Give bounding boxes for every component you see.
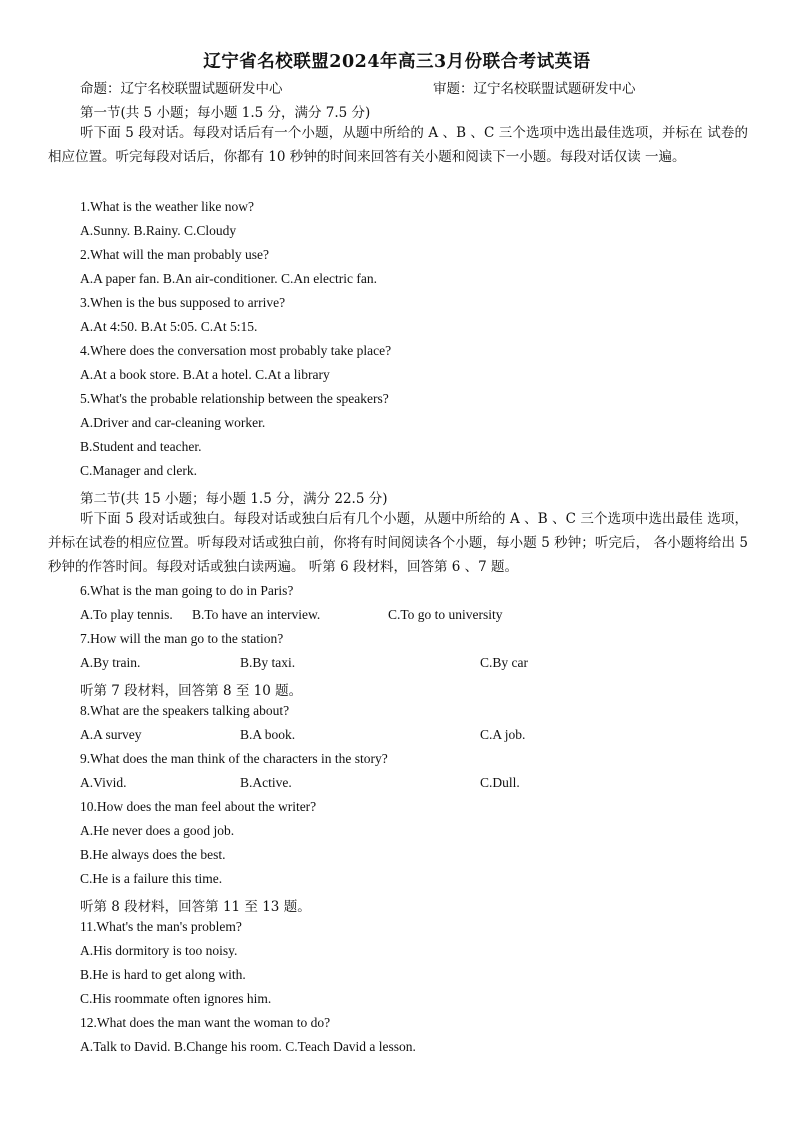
question-11-option-a: A.His dormitory is too noisy. xyxy=(80,943,238,958)
question-10-option-a: A.He never does a good job. xyxy=(80,823,235,838)
question-4: 4.Where does the conversation most probably take place? xyxy=(80,343,392,358)
question-5-option-b: B.Student and teacher. xyxy=(80,439,202,454)
question-11-option-c: C.His roommate often ignores him. xyxy=(80,991,272,1006)
question-5-option-a: A.Driver and car-cleaning worker. xyxy=(80,415,266,430)
question-2-options: A.A paper fan. B.An air-conditioner. C.An electric fan. xyxy=(80,271,378,286)
question-2: 2.What will the man probably use? xyxy=(80,247,269,262)
question-5: 5.What's the probable relationship between the speakers? xyxy=(80,391,389,406)
question-11: 11.What's the man's problem? xyxy=(80,919,242,934)
question-8: 8.What are the speakers talking about? xyxy=(80,703,290,718)
part7-heading: 听第 7 段材料，回答第 8 至 10 题。 xyxy=(80,683,303,699)
question-9-option-b: B.Active. xyxy=(240,775,292,790)
section2-instructions: 听下面 5 段对话或独白。每段对话或独白后有几个小题，从题中所给的 A 、B 、C 三个选项中选出最佳 选项，并标在试卷的相应位置。听每段对话或独白前，你将有时间阅读各个小题，每小题 5 秒钟；听完后， 各小题将给出 5 秒钟的作答时间。每段对话或独白读两遍。 听第 6 段材料，回答第 6 、7 题。 xyxy=(48,511,748,575)
question-6-option-c: C.To go to university xyxy=(388,607,503,622)
question-7: 7.How will the man go to the station? xyxy=(80,631,284,646)
question-9: 9.What does the man think of the characters in the story? xyxy=(80,751,388,766)
question-8-option-a: A.A survey xyxy=(80,727,142,742)
reviewer-line: 审题：辽宁名校联盟试题研发中心 xyxy=(433,81,636,97)
question-6-option-a: A.To play tennis. xyxy=(80,607,173,622)
question-10: 10.How does the man feel about the writer? xyxy=(80,799,317,814)
question-7-option-b: B.By taxi. xyxy=(240,655,296,670)
question-10-option-c: C.He is a failure this time. xyxy=(80,871,223,886)
section1-heading: 第一节(共 5 小题；每小题 1.5 分，满分 7.5 分) xyxy=(80,105,371,121)
question-9-option-c: C.Dull. xyxy=(480,775,520,790)
question-11-option-b: B.He is hard to get along with. xyxy=(80,967,246,982)
question-9-option-a: A.Vivid. xyxy=(80,775,127,790)
question-6-option-b: B.To have an interview. xyxy=(192,607,321,622)
question-8-option-b: B.A book. xyxy=(240,727,296,742)
question-12: 12.What does the man want the woman to do? xyxy=(80,1015,331,1030)
question-3: 3.When is the bus supposed to arrive? xyxy=(80,295,286,310)
author-line: 命题：辽宁名校联盟试题研发中心 xyxy=(80,81,283,97)
question-7-option-c: C.By car xyxy=(480,655,528,670)
question-6: 6.What is the man going to do in Paris? xyxy=(80,583,294,598)
question-4-options: A.At a book store. B.At a hotel. C.At a library xyxy=(80,367,330,382)
question-7-option-a: A.By train. xyxy=(80,655,141,670)
question-12-options: A.Talk to David. B.Change his room. C.Teach David a lesson. xyxy=(80,1039,416,1054)
page-title: 辽宁省名校联盟2024年高三3月份联合考试英语 xyxy=(203,52,591,72)
section1-instructions: 听下面 5 段对话。每段对话后有一个小题，从题中所给的 A 、B 、C 三个选项中选出最佳选项，并标在 试卷的相应位置。听完每段对话后，你都有 10 秒钟的时间来回答有关小题和阅读下一小题。每段对话仅读 一遍。 xyxy=(48,125,748,165)
question-1: 1.What is the weather like now? xyxy=(80,199,254,214)
part8-heading: 听第 8 段材料，回答第 11 至 13 题。 xyxy=(80,899,311,915)
question-10-option-b: B.He always does the best. xyxy=(80,847,226,862)
question-1-options: A.Sunny. B.Rainy. C.Cloudy xyxy=(80,223,237,238)
section2-heading: 第二节(共 15 小题；每小题 1.5 分，满分 22.5 分) xyxy=(80,491,388,507)
question-5-option-c: C.Manager and clerk. xyxy=(80,463,197,478)
question-8-option-c: C.A job. xyxy=(480,727,526,742)
question-3-options: A.At 4:50. B.At 5:05. C.At 5:15. xyxy=(80,319,258,334)
